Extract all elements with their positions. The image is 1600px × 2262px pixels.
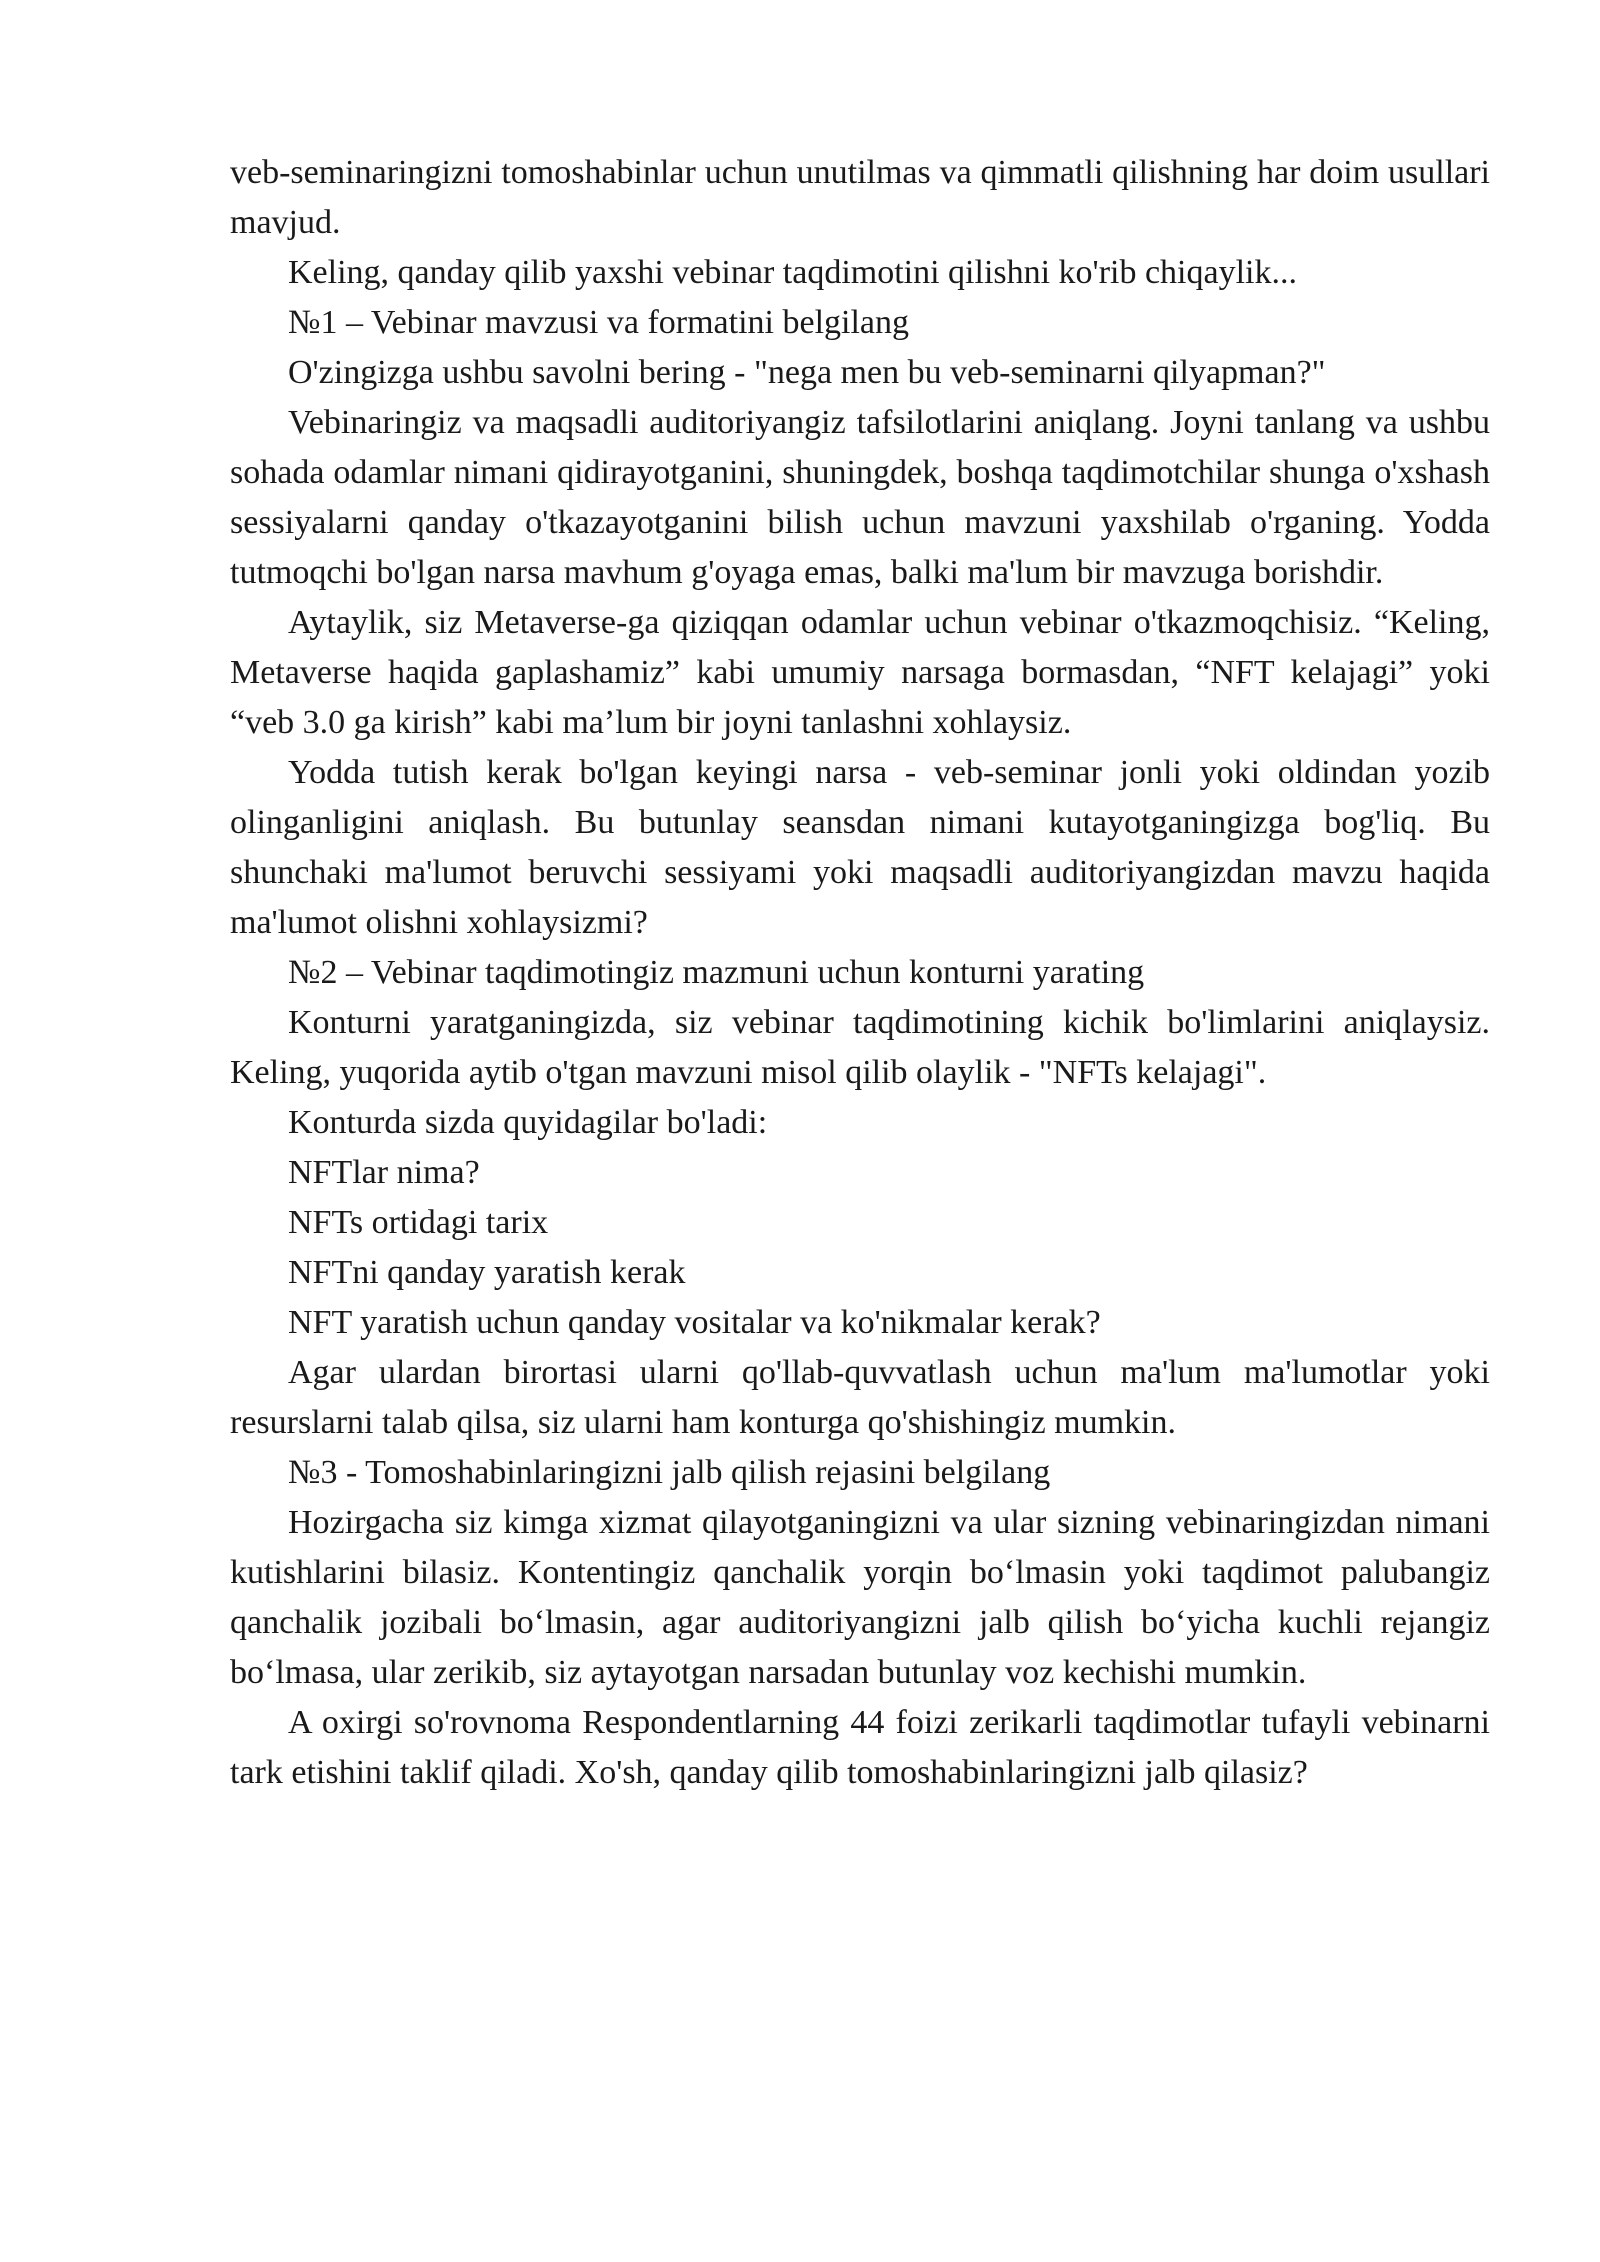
paragraph-body: Agar ulardan birortasi ularni qo'llab-quvvatlash uchun ma'lum ma'lumotlar yoki resurslarni talab qilsa, siz ularni ham konturga qo'shishingiz mumkin. bbox=[230, 1354, 1490, 1441]
section-heading-2: №2 – Vebinar taqdimotingiz mazmuni uchun konturni yarating bbox=[288, 954, 1145, 991]
paragraph-continuation: veb-seminaringizni tomoshabinlar uchun unutilmas va qimmatli qilishning har doim usullari mavjud. bbox=[230, 154, 1490, 241]
paragraph-body: Aytaylik, siz Metaverse-ga qiziqqan odamlar uchun vebinar o'tkazmoqchisiz. “Keling, Metaverse haqida gaplashamiz” kabi umumiy narsaga bormasdan, “NFT kelajagi” yoki “veb 3.0 ga kirish” kabi ma’lum bir joyni tanlashni xohlaysiz. bbox=[230, 604, 1490, 741]
paragraph-question: O'zingizga ushbu savolni bering - "nega men bu veb-seminarni qilyapman?" bbox=[288, 354, 1326, 391]
document-page bbox=[230, 148, 1490, 1798]
outline-item: NFTlar nima? bbox=[288, 1154, 480, 1191]
outline-item: NFT yaratish uchun qanday vositalar va ko'nikmalar kerak? bbox=[288, 1304, 1101, 1341]
outline-item: NFTs ortidagi tarix bbox=[288, 1204, 549, 1241]
paragraph-intro: Keling, qanday qilib yaxshi vebinar taqdimotini qilishni ko'rib chiqaylik... bbox=[288, 254, 1297, 291]
paragraph-body: Yodda tutish kerak bo'lgan keyingi narsa - veb-seminar jonli yoki oldindan yozib olinganligini aniqlash. Bu butunlay seansdan nimani kutayotganingizga bog'liq. Bu shunchaki ma'lumot beruvchi sessiyami yoki maqsadli auditoriyangizdan mavzu haqida ma'lumot olishni xohlaysizmi? bbox=[230, 754, 1490, 941]
paragraph-outline-intro: Konturda sizda quyidagilar bo'ladi: bbox=[288, 1104, 768, 1141]
paragraph-body: A oxirgi so'rovnoma Respondentlarning 44 foizi zerikarli taqdimotlar tufayli vebinarni tark etishini taklif qiladi. Xo'sh, qanday qilib tomoshabinlaringizni jalb qilasiz? bbox=[230, 1704, 1490, 1791]
paragraph-body: Vebinaringiz va maqsadli auditoriyangiz tafsilotlarini aniqlang. Joyni tanlang va ushbu sohada odamlar nimani qidirayotganini, shuningdek, boshqa taqdimotchilar shunga o'xshash sessiyalarni qanday o'tkazayotganini bilish uchun mavzuni yaxshilab o'rganing. Yodda tutmoqchi bo'lgan narsa mavhum g'oyaga emas, balki ma'lum bir mavzuga borishdir. bbox=[230, 404, 1490, 591]
section-heading-1: №1 – Vebinar mavzusi va formatini belgilang bbox=[288, 304, 909, 341]
paragraph-body: Konturni yaratganingizda, siz vebinar taqdimotining kichik bo'limlarini aniqlaysiz. Keling, yuqorida aytib o'tgan mavzuni misol qilib olaylik - "NFTs kelajagi". bbox=[230, 1004, 1490, 1091]
outline-item: NFTni qanday yaratish kerak bbox=[288, 1254, 686, 1291]
paragraph-body: Hozirgacha siz kimga xizmat qilayotganingizni va ular sizning vebinaringizdan nimani kutishlarini bilasiz. Kontentingiz qanchalik yorqin bo‘lmasin yoki taqdimot palubangiz qanchalik jozibali bo‘lmasin, agar auditoriyangizni jalb qilish bo‘yicha kuchli rejangiz bo‘lmasa, ular zerikib, siz aytayotgan narsadan butunlay voz kechishi mumkin. bbox=[230, 1504, 1490, 1691]
section-heading-3: №3 - Tomoshabinlaringizni jalb qilish rejasini belgilang bbox=[288, 1454, 1051, 1491]
